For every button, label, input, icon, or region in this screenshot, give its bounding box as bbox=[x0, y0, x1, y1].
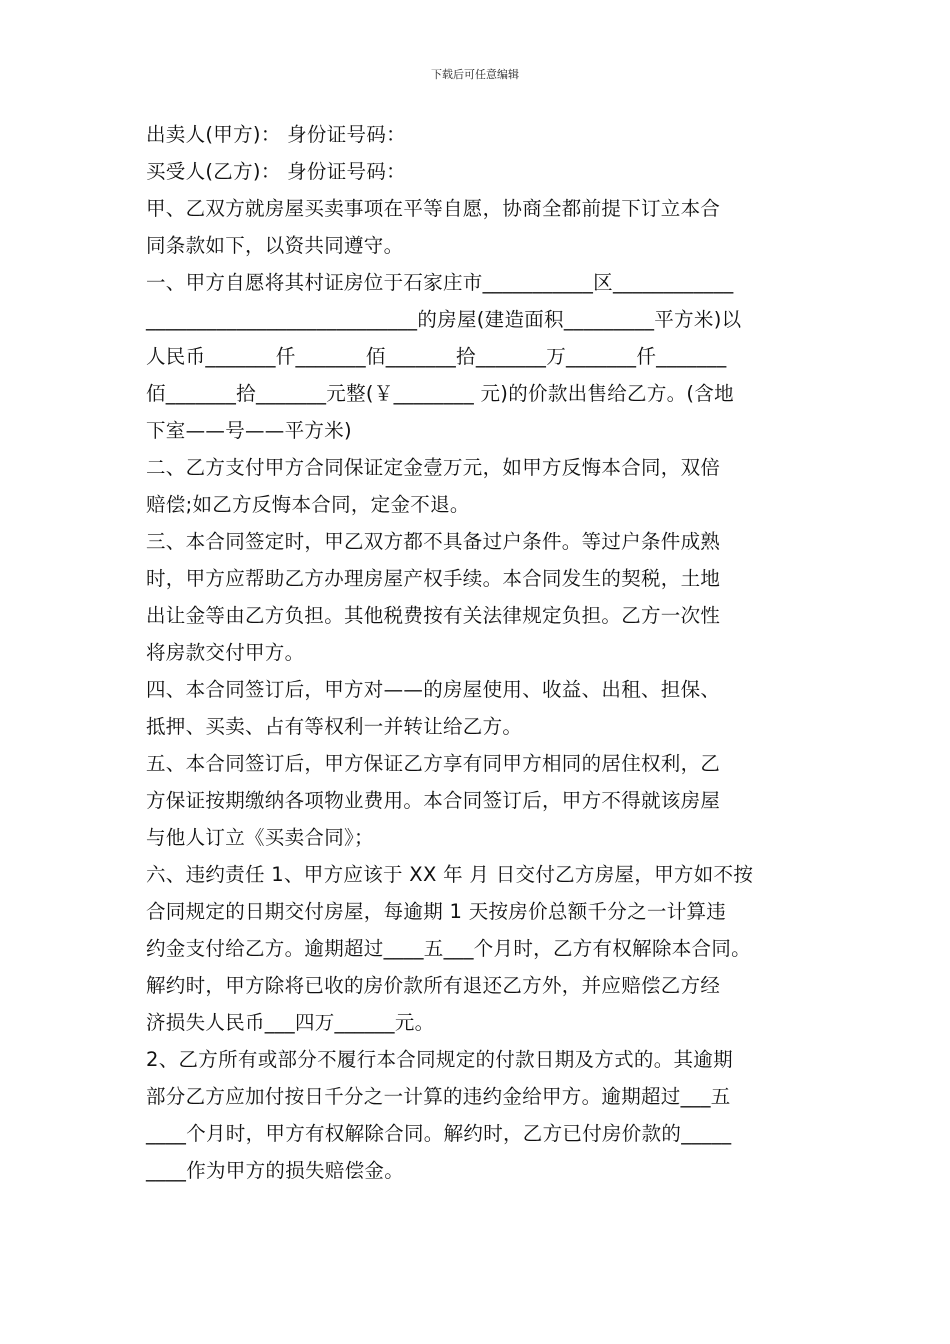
text-line: ____个月时，甲方有权解除合同。解约时，乙方已付房价款的_____ bbox=[146, 1122, 732, 1145]
text-line: 二、乙方支付甲方合同保证定金壹万元，如甲方反悔本合同，双倍 bbox=[146, 456, 721, 479]
text-line: 出卖人(甲方)： 身份证号码： bbox=[146, 123, 406, 146]
text-line: ___________________________的房屋(建造面积_________平方米)以 bbox=[146, 308, 742, 331]
text-line: 赔偿;如乙方反悔本合同，定金不退。 bbox=[146, 493, 470, 516]
text-line: 部分乙方应加付按日千分之一计算的违约金给甲方。逾期超过___五 bbox=[146, 1085, 731, 1108]
text-line: 一、甲方自愿将其村证房位于石家庄市___________区____________ bbox=[146, 271, 734, 294]
text-line: 下室——号——平方米) bbox=[146, 419, 352, 442]
text-line: 六、违约责任 1、甲方应该于 XX 年 月 日交付乙方房屋，甲方如不按 bbox=[146, 863, 754, 886]
text-line: 约金支付给乙方。逾期超过____五___个月时，乙方有权解除本合同。 bbox=[146, 937, 751, 960]
text-line: 2、乙方所有或部分不履行本合同规定的付款日期及方式的。其逾期 bbox=[146, 1048, 733, 1071]
text-line: 时，甲方应帮助乙方办理房屋产权手续。本合同发生的契税，土地 bbox=[146, 567, 721, 590]
text-line: 买受人(乙方)： 身份证号码： bbox=[146, 160, 406, 183]
text-line: 方保证按期缴纳各项物业费用。本合同签订后，甲方不得就该房屋 bbox=[146, 789, 721, 812]
text-line: 四、本合同签订后，甲方对——的房屋使用、收益、出租、担保、 bbox=[146, 678, 721, 701]
page-header-note: 下载后可任意编辑 bbox=[431, 68, 519, 81]
contract-body bbox=[146, 116, 818, 1189]
text-line: 将房款交付甲方。 bbox=[146, 641, 305, 664]
text-line: 合同规定的日期交付房屋，每逾期 1 天按房价总额千分之一计算违 bbox=[146, 900, 727, 923]
text-line: 五、本合同签订后，甲方保证乙方享有同甲方相同的居住权利，乙 bbox=[146, 752, 721, 775]
text-line: 同条款如下，以资共同遵守。 bbox=[146, 234, 404, 257]
text-line: 人民币_______仟_______佰_______拾_______万_______仟_______ bbox=[146, 345, 727, 368]
text-line: 三、本合同签定时，甲乙双方都不具备过户条件。等过户条件成熟 bbox=[146, 530, 721, 553]
text-line: 解约时，甲方除将已收的房价款所有退还乙方外，并应赔偿乙方经 bbox=[146, 974, 721, 997]
text-line: 甲、乙双方就房屋买卖事项在平等自愿，协商全都前提下订立本合 bbox=[146, 197, 721, 220]
text-line: 济损失人民币___四万______元。 bbox=[146, 1011, 435, 1034]
text-line: 抵押、买卖、占有等权利一并转让给乙方。 bbox=[146, 715, 523, 738]
text-line: 与他人订立《买卖合同》； bbox=[146, 826, 374, 849]
text-line: ____作为甲方的损失赔偿金。 bbox=[146, 1159, 404, 1182]
text-line: 出让金等由乙方负担。其他税费按有关法律规定负担。乙方一次性 bbox=[146, 604, 721, 627]
text-line: 佰_______拾_______元整(￥________ 元)的价款出售给乙方。(含地 bbox=[146, 382, 734, 405]
